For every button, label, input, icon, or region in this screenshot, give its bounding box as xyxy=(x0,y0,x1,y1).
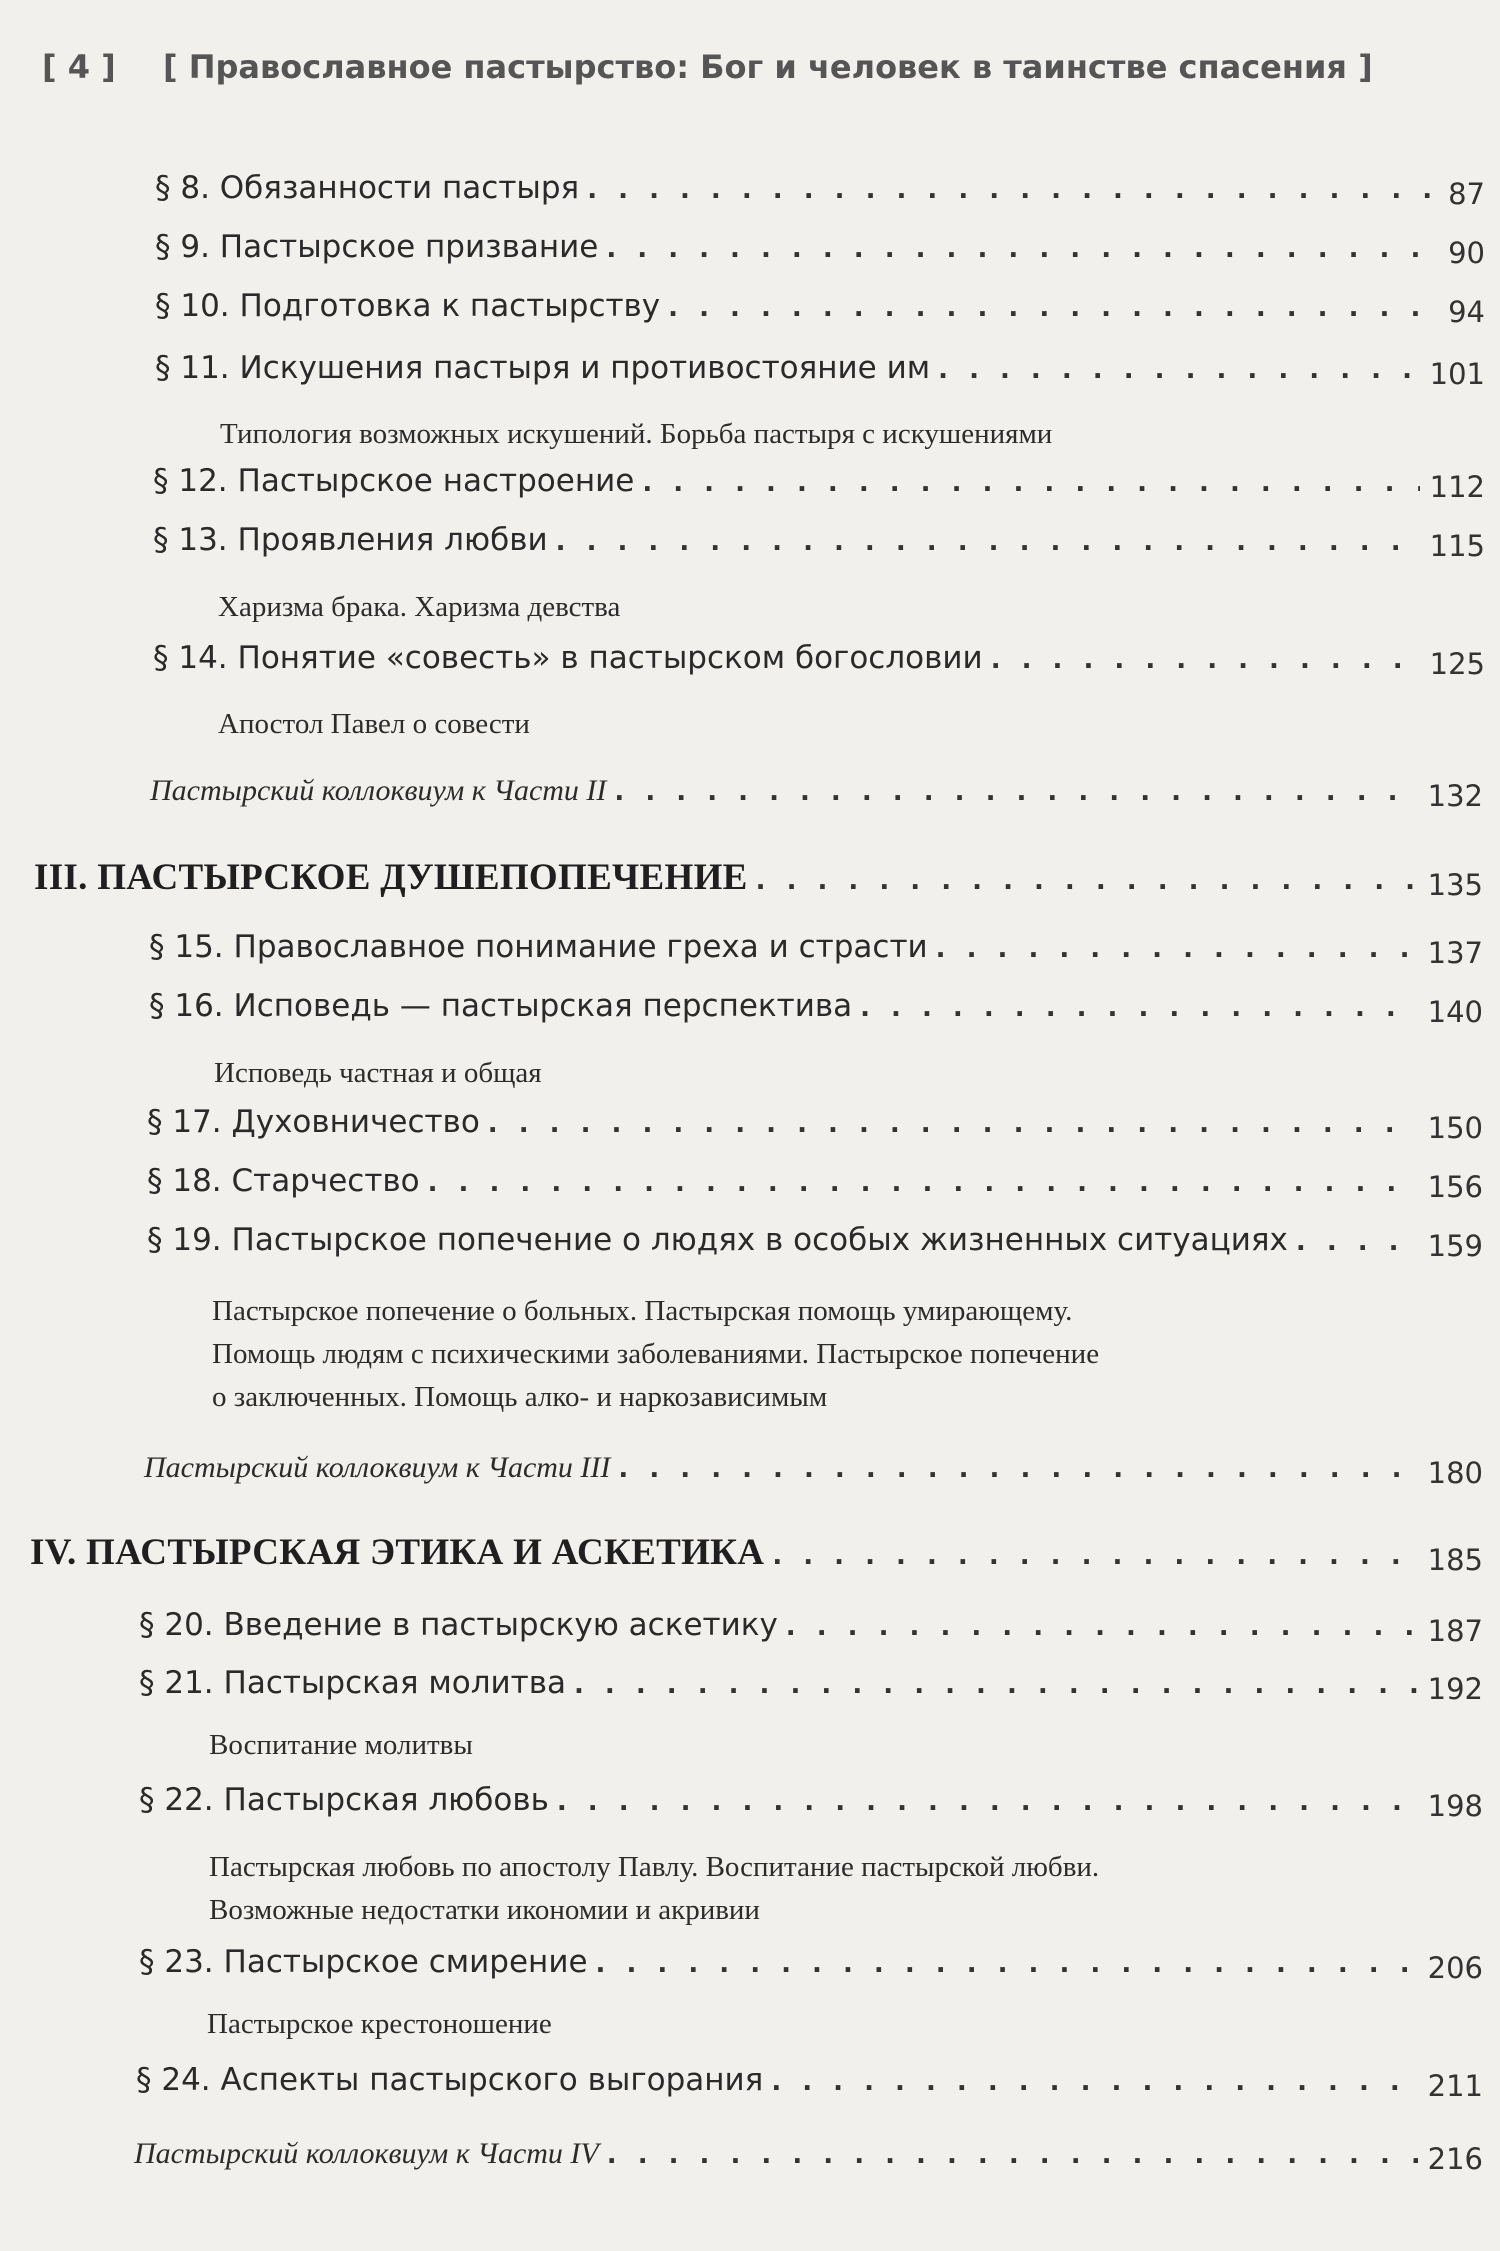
dot-leader xyxy=(1296,1227,1418,1257)
dot-leader xyxy=(756,866,1418,896)
toc-entry[interactable] xyxy=(147,1104,1483,1148)
entry-title: § 21. Пастырская молитва xyxy=(139,1665,566,1701)
toc-entry[interactable] xyxy=(149,988,1483,1032)
entry-page: 180 xyxy=(1427,1456,1483,1490)
entry-page: 135 xyxy=(1427,868,1483,902)
entry-title: § 17. Духовничество xyxy=(147,1104,480,1140)
toc-entry[interactable] xyxy=(155,170,1485,214)
toc-entry-colloquium[interactable] xyxy=(150,773,1483,817)
entry-title: § 18. Старчество xyxy=(147,1163,420,1199)
toc-entry[interactable] xyxy=(155,350,1485,394)
entry-title: § 23. Пастырское смирение xyxy=(139,1944,588,1980)
dot-leader xyxy=(936,934,1418,964)
entry-page: 187 xyxy=(1427,1614,1483,1648)
dot-leader xyxy=(488,1109,1418,1139)
dot-leader xyxy=(642,468,1419,498)
dot-leader xyxy=(596,1949,1418,1979)
dot-leader xyxy=(574,1670,1418,1700)
entry-title: Пастырский коллоквиум к Части II xyxy=(150,774,607,807)
toc-entry[interactable] xyxy=(139,1944,1483,1988)
entry-subtopics xyxy=(209,1724,473,1767)
toc-entry-colloquium[interactable] xyxy=(134,2136,1483,2180)
entry-page: 192 xyxy=(1427,1672,1483,1706)
entry-page: 211 xyxy=(1427,2069,1483,2103)
toc-entry-colloquium[interactable] xyxy=(144,1450,1483,1494)
entry-title: § 11. Искушения пастыря и противостояние им xyxy=(155,350,931,386)
entry-page: 198 xyxy=(1427,1789,1483,1823)
entry-subtopics xyxy=(214,1052,542,1095)
part-title: III. ПАСТЫРСКОЕ ДУШЕПОПЕЧЕНИЕ xyxy=(34,857,748,898)
subtopic-line: о заключенных. Помощь алко- и наркозависимым xyxy=(212,1381,828,1413)
entry-title: § 15. Православное понимание греха и страсти xyxy=(149,929,928,965)
entry-page: 115 xyxy=(1429,529,1485,563)
toc-part-heading[interactable] xyxy=(30,1531,1483,1575)
entry-page: 206 xyxy=(1427,1951,1483,1985)
entry-subtopics xyxy=(218,703,530,746)
entry-title: Пастырский коллоквиум к Части IV xyxy=(134,2137,599,2170)
subtopic-line: Исповедь частная и общая xyxy=(214,1057,542,1089)
entry-title: § 8. Обязанности пастыря xyxy=(155,170,580,206)
entry-subtopics xyxy=(209,1846,1099,1932)
entry-title: § 10. Подготовка к пастырству xyxy=(155,288,661,324)
entry-subtopics xyxy=(218,586,620,629)
entry-page: 112 xyxy=(1429,470,1485,504)
toc-part-heading[interactable] xyxy=(34,856,1483,900)
dot-leader xyxy=(557,1787,1418,1817)
entry-page: 101 xyxy=(1429,357,1485,391)
toc-entry[interactable] xyxy=(147,1222,1483,1266)
dot-leader xyxy=(771,2067,1417,2097)
entry-page: 137 xyxy=(1427,936,1483,970)
entry-subtopics xyxy=(207,2003,552,2046)
entry-subtopics xyxy=(220,413,1052,456)
dot-leader xyxy=(606,234,1438,264)
entry-page: 94 xyxy=(1448,295,1485,329)
subtopic-line: Пастырское крестоношение xyxy=(207,2008,552,2040)
running-header xyxy=(42,48,1462,86)
toc-entry[interactable] xyxy=(153,640,1485,684)
entry-title: Пастырский коллоквиум к Части III xyxy=(144,1451,611,1484)
entry-page: 90 xyxy=(1448,236,1485,270)
toc-entry[interactable] xyxy=(155,229,1485,273)
subtopic-line: Пастырское попечение о больных. Пастырская помощь умирающему. xyxy=(212,1295,1073,1327)
entry-title: § 24. Аспекты пастырского выгорания xyxy=(136,2062,764,2098)
entry-page: 150 xyxy=(1427,1111,1483,1145)
dot-leader xyxy=(428,1168,1418,1198)
subtopic-line: Возможные недостатки икономии и акривии xyxy=(209,1894,760,1926)
entry-title: § 14. Понятие «совесть» в пастырском богословии xyxy=(153,640,983,676)
dot-leader xyxy=(618,1454,1417,1484)
entry-page: 87 xyxy=(1448,177,1485,211)
entry-title: § 16. Исповедь — пастырская перспектива xyxy=(149,988,853,1024)
subtopic-line: Помощь людям с психическими заболеваниями. Пастырское попечение xyxy=(212,1338,1100,1370)
dot-leader xyxy=(556,527,1420,557)
dot-leader xyxy=(614,777,1417,807)
entry-title: § 20. Введение в пастырскую аскетику xyxy=(139,1607,778,1643)
toc-entry[interactable] xyxy=(147,1163,1483,1207)
entry-title: § 13. Проявления любви xyxy=(153,522,548,558)
entry-title: § 22. Пастырская любовь xyxy=(139,1782,549,1818)
toc-entry[interactable] xyxy=(153,522,1485,566)
dot-leader xyxy=(860,993,1418,1023)
subtopic-line: Воспитание молитвы xyxy=(209,1729,473,1761)
toc-entry[interactable] xyxy=(139,1782,1483,1826)
entry-page: 125 xyxy=(1429,647,1485,681)
entry-title: § 9. Пастырское призвание xyxy=(155,229,599,265)
entry-page: 185 xyxy=(1427,1543,1483,1577)
entry-title: § 12. Пастырское настроение xyxy=(153,463,635,499)
entry-page: 140 xyxy=(1427,995,1483,1029)
entry-title: § 19. Пастырское попечение о людях в особых жизненных ситуациях xyxy=(147,1222,1288,1258)
toc-entry[interactable] xyxy=(149,929,1483,973)
subtopic-line: Пастырская любовь по апостолу Павлу. Воспитание пастырской любви. xyxy=(209,1851,1100,1883)
toc-entry[interactable] xyxy=(155,288,1485,332)
subtopic-line: Харизма брака. Харизма девства xyxy=(218,591,621,623)
dot-leader xyxy=(587,175,1438,205)
toc-entry[interactable] xyxy=(139,1665,1483,1709)
entry-page: 159 xyxy=(1427,1229,1483,1263)
page-number: [ 4 ] xyxy=(42,48,116,86)
subtopic-line: Типология возможных искушений. Борьба пастыря с искушениями xyxy=(220,418,1053,450)
subtopic-line: Апостол Павел о совести xyxy=(218,708,530,740)
entry-page: 216 xyxy=(1427,2142,1483,2176)
toc-entry[interactable] xyxy=(153,463,1485,507)
toc-entry[interactable] xyxy=(139,1607,1483,1651)
dot-leader xyxy=(772,1541,1417,1571)
book-title: [ Православное пастырство: Бог и человек в таинстве спасения ] xyxy=(162,48,1373,86)
dot-leader xyxy=(786,1612,1418,1642)
dot-leader xyxy=(938,355,1420,385)
entry-subtopics xyxy=(212,1290,1099,1419)
dot-leader xyxy=(668,293,1438,323)
toc-entry[interactable] xyxy=(136,2062,1483,2106)
dot-leader xyxy=(991,645,1420,675)
entry-page: 156 xyxy=(1427,1170,1483,1204)
entry-page: 132 xyxy=(1427,779,1483,813)
dot-leader xyxy=(607,2140,1418,2170)
part-title: IV. ПАСТЫРСКАЯ ЭТИКА И АСКЕТИКА xyxy=(30,1532,765,1573)
